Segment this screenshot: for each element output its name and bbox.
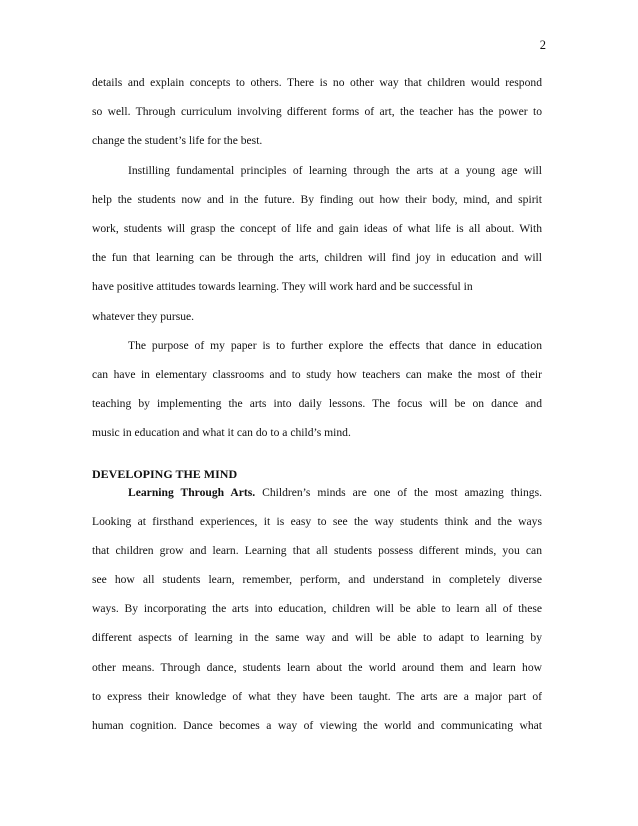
text-line: different aspects of learning in the same way and will be able to adapt to learning by (92, 631, 542, 645)
text-line: Looking at firsthand experiences, it is easy to see the way students think and the ways (92, 514, 542, 528)
text-line: change the student’s life for the best. (92, 134, 263, 148)
text-line: teaching by implementing the arts into daily lessons. The focus will be on dance and (92, 397, 542, 411)
paragraph-4 (92, 507, 542, 741)
text-line: ways. By incorporating the arts into education, children will be able to learn all of these (92, 602, 542, 616)
text-line: help the students now and in the future. By finding out how their body, mind, and spirit (92, 192, 542, 206)
text-line: music in education and what it can do to a child’s mind. (92, 426, 351, 440)
section-heading: DEVELOPING THE MIND (92, 466, 238, 481)
text-line: the fun that learning can be through the arts, children will find joy in education and will (92, 251, 542, 265)
text-line: The purpose of my paper is to further explore the effects that dance in education (128, 338, 542, 352)
text-line: to express their knowledge of what they have been taught. The arts are a major part of (92, 689, 542, 703)
text-line: so well. Through curriculum involving different forms of art, the teacher has the power to (92, 105, 542, 119)
document-body (92, 68, 542, 740)
text-line: can have in elementary classrooms and to study how teachers can make the most of their (92, 368, 542, 382)
text-line: that children grow and learn. Learning that all students possess different minds, you can (92, 543, 542, 557)
text-line: Instilling fundamental principles of learning through the arts at a young age will (128, 163, 542, 177)
text-line: other means. Through dance, students learn about the world around them and learn how (92, 660, 542, 674)
page-number: 2 (539, 38, 546, 52)
text-line: whatever they pursue. (92, 309, 195, 323)
paragraph-2 (92, 156, 542, 331)
paragraph-3 (92, 331, 542, 448)
text-run: Children’s minds are one of the most amazing things. (262, 485, 542, 499)
text-line: see how all students learn, remember, perform, and understand in completely diverse (92, 573, 542, 587)
text-line: human cognition. Dance becomes a way of viewing the world and communicating what (92, 719, 542, 733)
text-line: work, students will grasp the concept of life and gain ideas of what life is all about. With (92, 222, 542, 236)
text-line: have positive attitudes towards learning. They will work hard and be successful in (92, 280, 473, 294)
text-line: details and explain concepts to others. There is no other way that children would respond (92, 76, 542, 89)
section-spacer (92, 448, 542, 465)
subsection-first-line (92, 483, 542, 503)
paragraph-1 (92, 68, 542, 156)
subsection-heading: Learning Through Arts. (128, 485, 256, 499)
